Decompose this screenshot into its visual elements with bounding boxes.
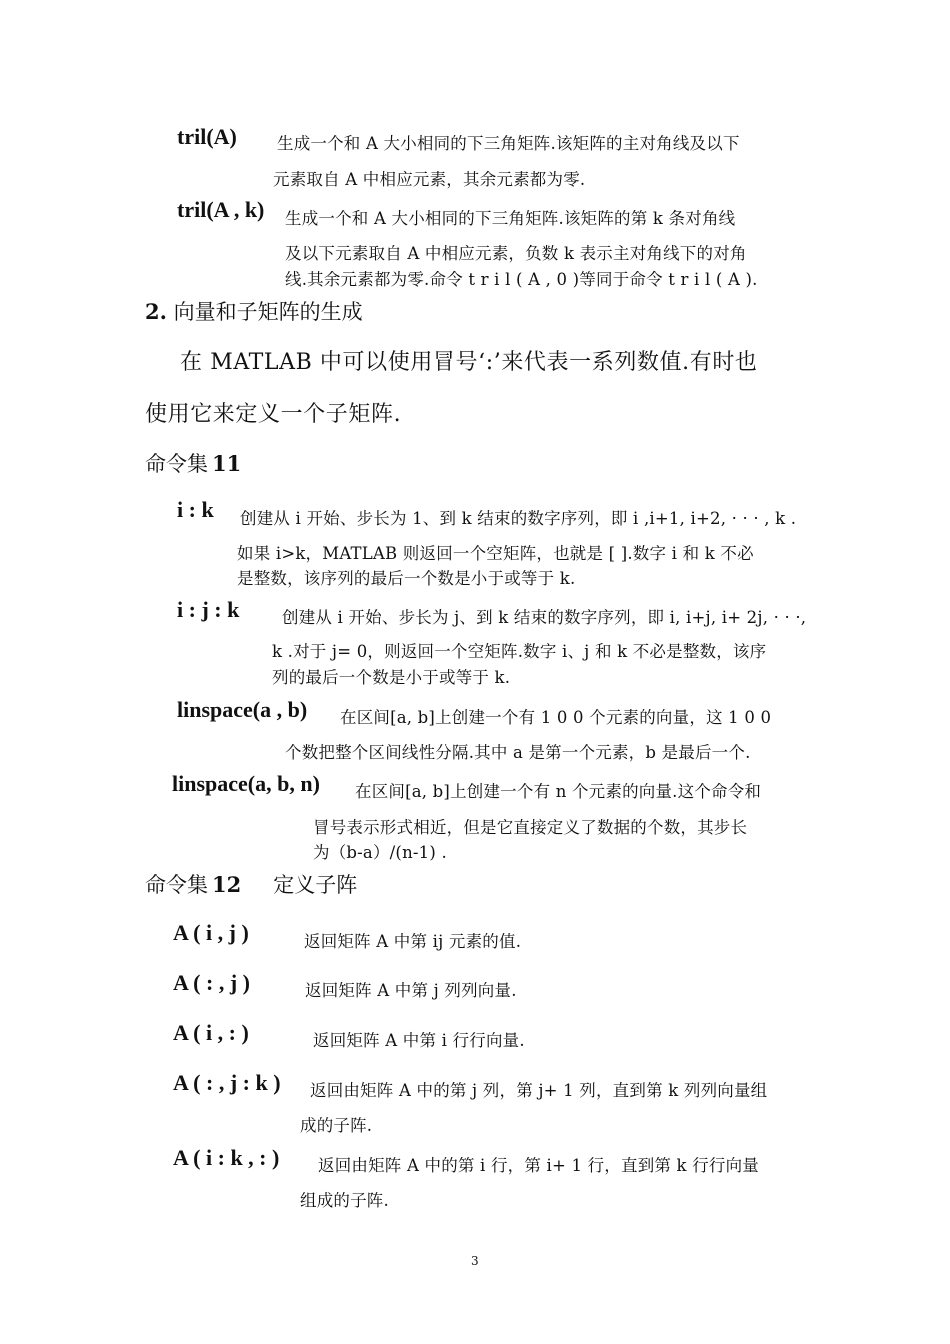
intro-line-1: 在 MATLAB 中可以使用冒号‘:’来代表一系列数值.有时也: [180, 350, 758, 375]
description-line: 返回由矩阵 A 中的第 i 行，第 i+ 1 行，直到第 k 行行向量: [318, 1156, 759, 1175]
page-number: 3: [471, 1254, 479, 1268]
description-line: 如果 i>k，MATLAB 则返回一个空矩阵，也就是 [ ].数字 i 和 k 不必: [237, 544, 754, 563]
section-heading: [145, 296, 363, 326]
description-line: 为（b-a）/(n-1) .: [313, 843, 447, 862]
command-a-colon-j-k: A ( : , j : k ): [173, 1070, 281, 1095]
command-i-j-k: i : j : k: [177, 597, 240, 622]
command-tril-a-k: tril(A , k): [177, 197, 265, 222]
command-linspace-a-b-n: linspace(a, b, n): [172, 771, 320, 796]
command-set-label: 命令集: [145, 452, 208, 476]
command-a-i-k-colon: A ( i : k , : ): [173, 1145, 280, 1170]
description-line: 生成一个和 A 大小相同的下三角矩阵.该矩阵的主对角线及以下: [277, 134, 740, 153]
description-line: 组成的子阵.: [300, 1191, 389, 1210]
description-line: 成的子阵.: [300, 1116, 373, 1135]
command-set-12-heading: [145, 869, 357, 899]
description-line: 个数把整个区间线性分隔.其中 a 是第一个元素，b 是最后一个.: [285, 743, 751, 762]
description-line: 生成一个和 A 大小相同的下三角矩阵.该矩阵的第 k 条对角线: [285, 209, 736, 228]
section-number: 2.: [145, 299, 167, 324]
command-a-colon-j: A ( : , j ): [173, 970, 250, 995]
command-set-11-heading: [145, 448, 241, 478]
description-line: 返回矩阵 A 中第 ij 元素的值.: [304, 932, 522, 951]
intro-line-2: 使用它来定义一个子矩阵.: [145, 402, 402, 427]
command-set-title: 定义子阵: [273, 873, 358, 897]
description-line: 及以下元素取自 A 中相应元素，负数 k 表示主对角线下的对角: [285, 244, 747, 263]
description-line: k .对于 j= 0，则返回一个空矩阵.数字 i、j 和 k 不必是整数，该序: [272, 642, 767, 661]
command-tril-a: tril(A): [177, 124, 237, 149]
description-line: 线.其余元素都为零.命令 t r i l ( A , 0 )等同于命令 t r i l ( A ).: [285, 270, 758, 289]
command-linspace-a-b: linspace(a , b): [177, 697, 308, 722]
description-line: 在区间[a, b]上创建一个有 1 0 0 个元素的向量，这 1 0 0: [340, 708, 772, 727]
command-a-i-j: A ( i , j ): [173, 920, 249, 945]
description-line: 是整数，该序列的最后一个数是小于或等于 k.: [237, 569, 576, 588]
description-line: 创建从 i 开始、步长为 1、到 k 结束的数字序列，即 i ,i+1, i+2, · · · , k .: [240, 509, 797, 528]
description-line: 冒号表示形式相近，但是它直接定义了数据的个数，其步长: [313, 818, 748, 837]
command-set-number: 12: [212, 872, 242, 897]
description-line: 返回由矩阵 A 中的第 j 列，第 j+ 1 列，直到第 k 列列向量组: [310, 1081, 768, 1100]
command-i-k: i : k: [177, 497, 214, 522]
description-line: 返回矩阵 A 中第 i 行行向量.: [313, 1031, 525, 1050]
description-line: 创建从 i 开始、步长为 j、到 k 结束的数字序列，即 i, i+j, i+ 2j, · · ·,: [282, 608, 807, 627]
description-line: 列的最后一个数是小于或等于 k.: [272, 668, 511, 687]
command-set-label: 命令集: [145, 873, 208, 897]
command-a-i-colon: A ( i , : ): [173, 1020, 249, 1045]
description-line: 元素取自 A 中相应元素，其余元素都为零.: [273, 170, 586, 189]
command-set-number: 11: [212, 451, 242, 476]
description-line: 在区间[a, b]上创建一个有 n 个元素的向量.这个命令和: [355, 782, 762, 801]
description-line: 返回矩阵 A 中第 j 列列向量.: [305, 981, 517, 1000]
section-title: 向量和子矩阵的生成: [173, 300, 363, 324]
